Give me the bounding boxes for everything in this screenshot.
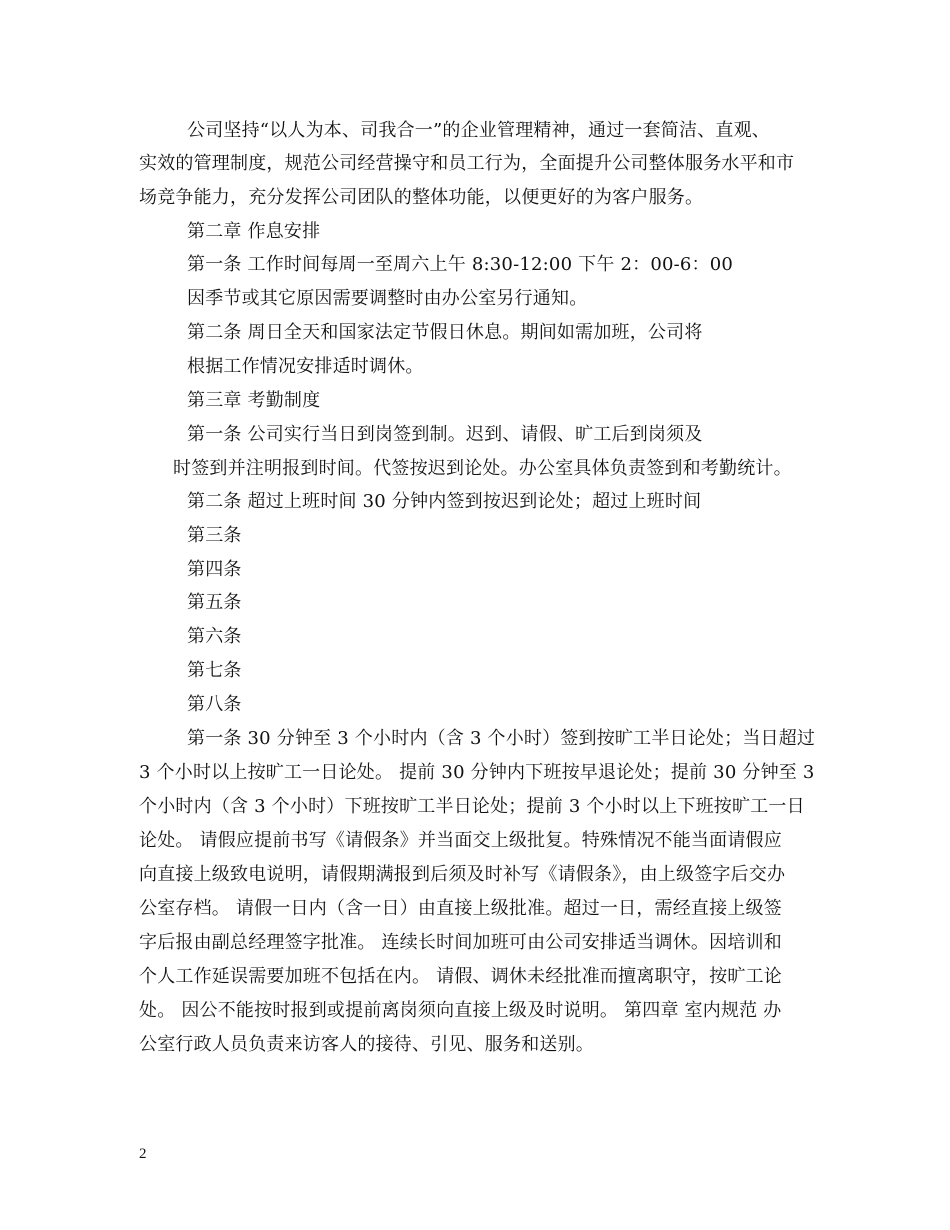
article-line: 第一条 工作时间每周一至周六上午 8:30-12:00 下午 2：00-6：00	[187, 254, 734, 275]
chapter-heading: 第三章 考勤制度	[187, 390, 321, 411]
paragraph-line: 3 个小时以上按旷工一日论处。 提前 30 分钟内下班按早退论处；提前 30 分钟至 3	[139, 762, 815, 783]
paragraph-line: 公司坚持“以人为本、司我合一”的企业管理精神，通过一套简洁、直观、	[187, 120, 771, 141]
article-line: 第四条	[187, 559, 242, 580]
article-line: 第三条	[187, 525, 242, 546]
paragraph-line: 第一条 30 分钟至 3 个小时内（含 3 个小时）签到按旷工半日论处；当日超过	[187, 728, 816, 749]
chapter-heading: 第二章 作息安排	[187, 221, 321, 242]
article-line: 第一条 公司实行当日到岗签到制。迟到、请假、旷工后到岗须及	[187, 424, 703, 445]
paragraph-line: 公室行政人员负责来访客人的接待、引见、服务和送别。	[139, 1034, 594, 1055]
paragraph-line: 个小时内（含 3 个小时）下班按旷工半日论处；提前 3 个小时以上下班按旷工一日	[139, 796, 805, 817]
paragraph-line: 字后报由副总经理签字批准。 连续长时间加班可由公司安排适当调休。因培训和	[139, 932, 782, 953]
article-line: 第二条 超过上班时间 30 分钟内签到按迟到论处；超过上班时间	[187, 491, 702, 512]
paragraph-line: 论处。 请假应提前书写《请假条》并当面交上级批复。特殊情况不能当面请假应	[139, 830, 782, 851]
paragraph-line: 向直接上级致电说明，请假期满报到后须及时补写《请假条》，由上级签字后交办	[139, 864, 786, 885]
article-line: 第二条 周日全天和国家法定节假日休息。期间如需加班，公司将	[187, 322, 703, 343]
paragraph-line: 个人工作延误需要加班不包括在内。 请假、调休未经批准而擅离职守，按旷工论	[139, 966, 782, 987]
article-line: 第五条	[187, 592, 242, 613]
paragraph-line: 场竞争能力，充分发挥公司团队的整体功能，以便更好的为客户服务。	[139, 187, 704, 208]
article-line: 第八条	[187, 694, 242, 715]
article-line: 第六条	[187, 626, 242, 647]
article-line: 根据工作情况安排适时调休。	[187, 356, 424, 377]
article-line: 第七条	[187, 660, 242, 681]
paragraph-line: 公室存档。 请假一日内（含一日）由直接上级批准。超过一日，需经直接上级签	[139, 898, 782, 919]
page-number: 2	[139, 1146, 147, 1162]
article-line: 因季节或其它原因需要调整时由办公室另行通知。	[187, 288, 588, 309]
paragraph-line: 处。 因公不能按时报到或提前离岗须向直接上级及时说明。 第四章 室内规范 办	[139, 1000, 782, 1021]
paragraph-line: 实效的管理制度，规范公司经营操守和员工行为，全面提升公司整体服务水平和市	[139, 153, 795, 174]
article-line: 时签到并注明报到时间。代签按迟到论处。办公室具体负责签到和考勤统计。	[173, 458, 792, 479]
